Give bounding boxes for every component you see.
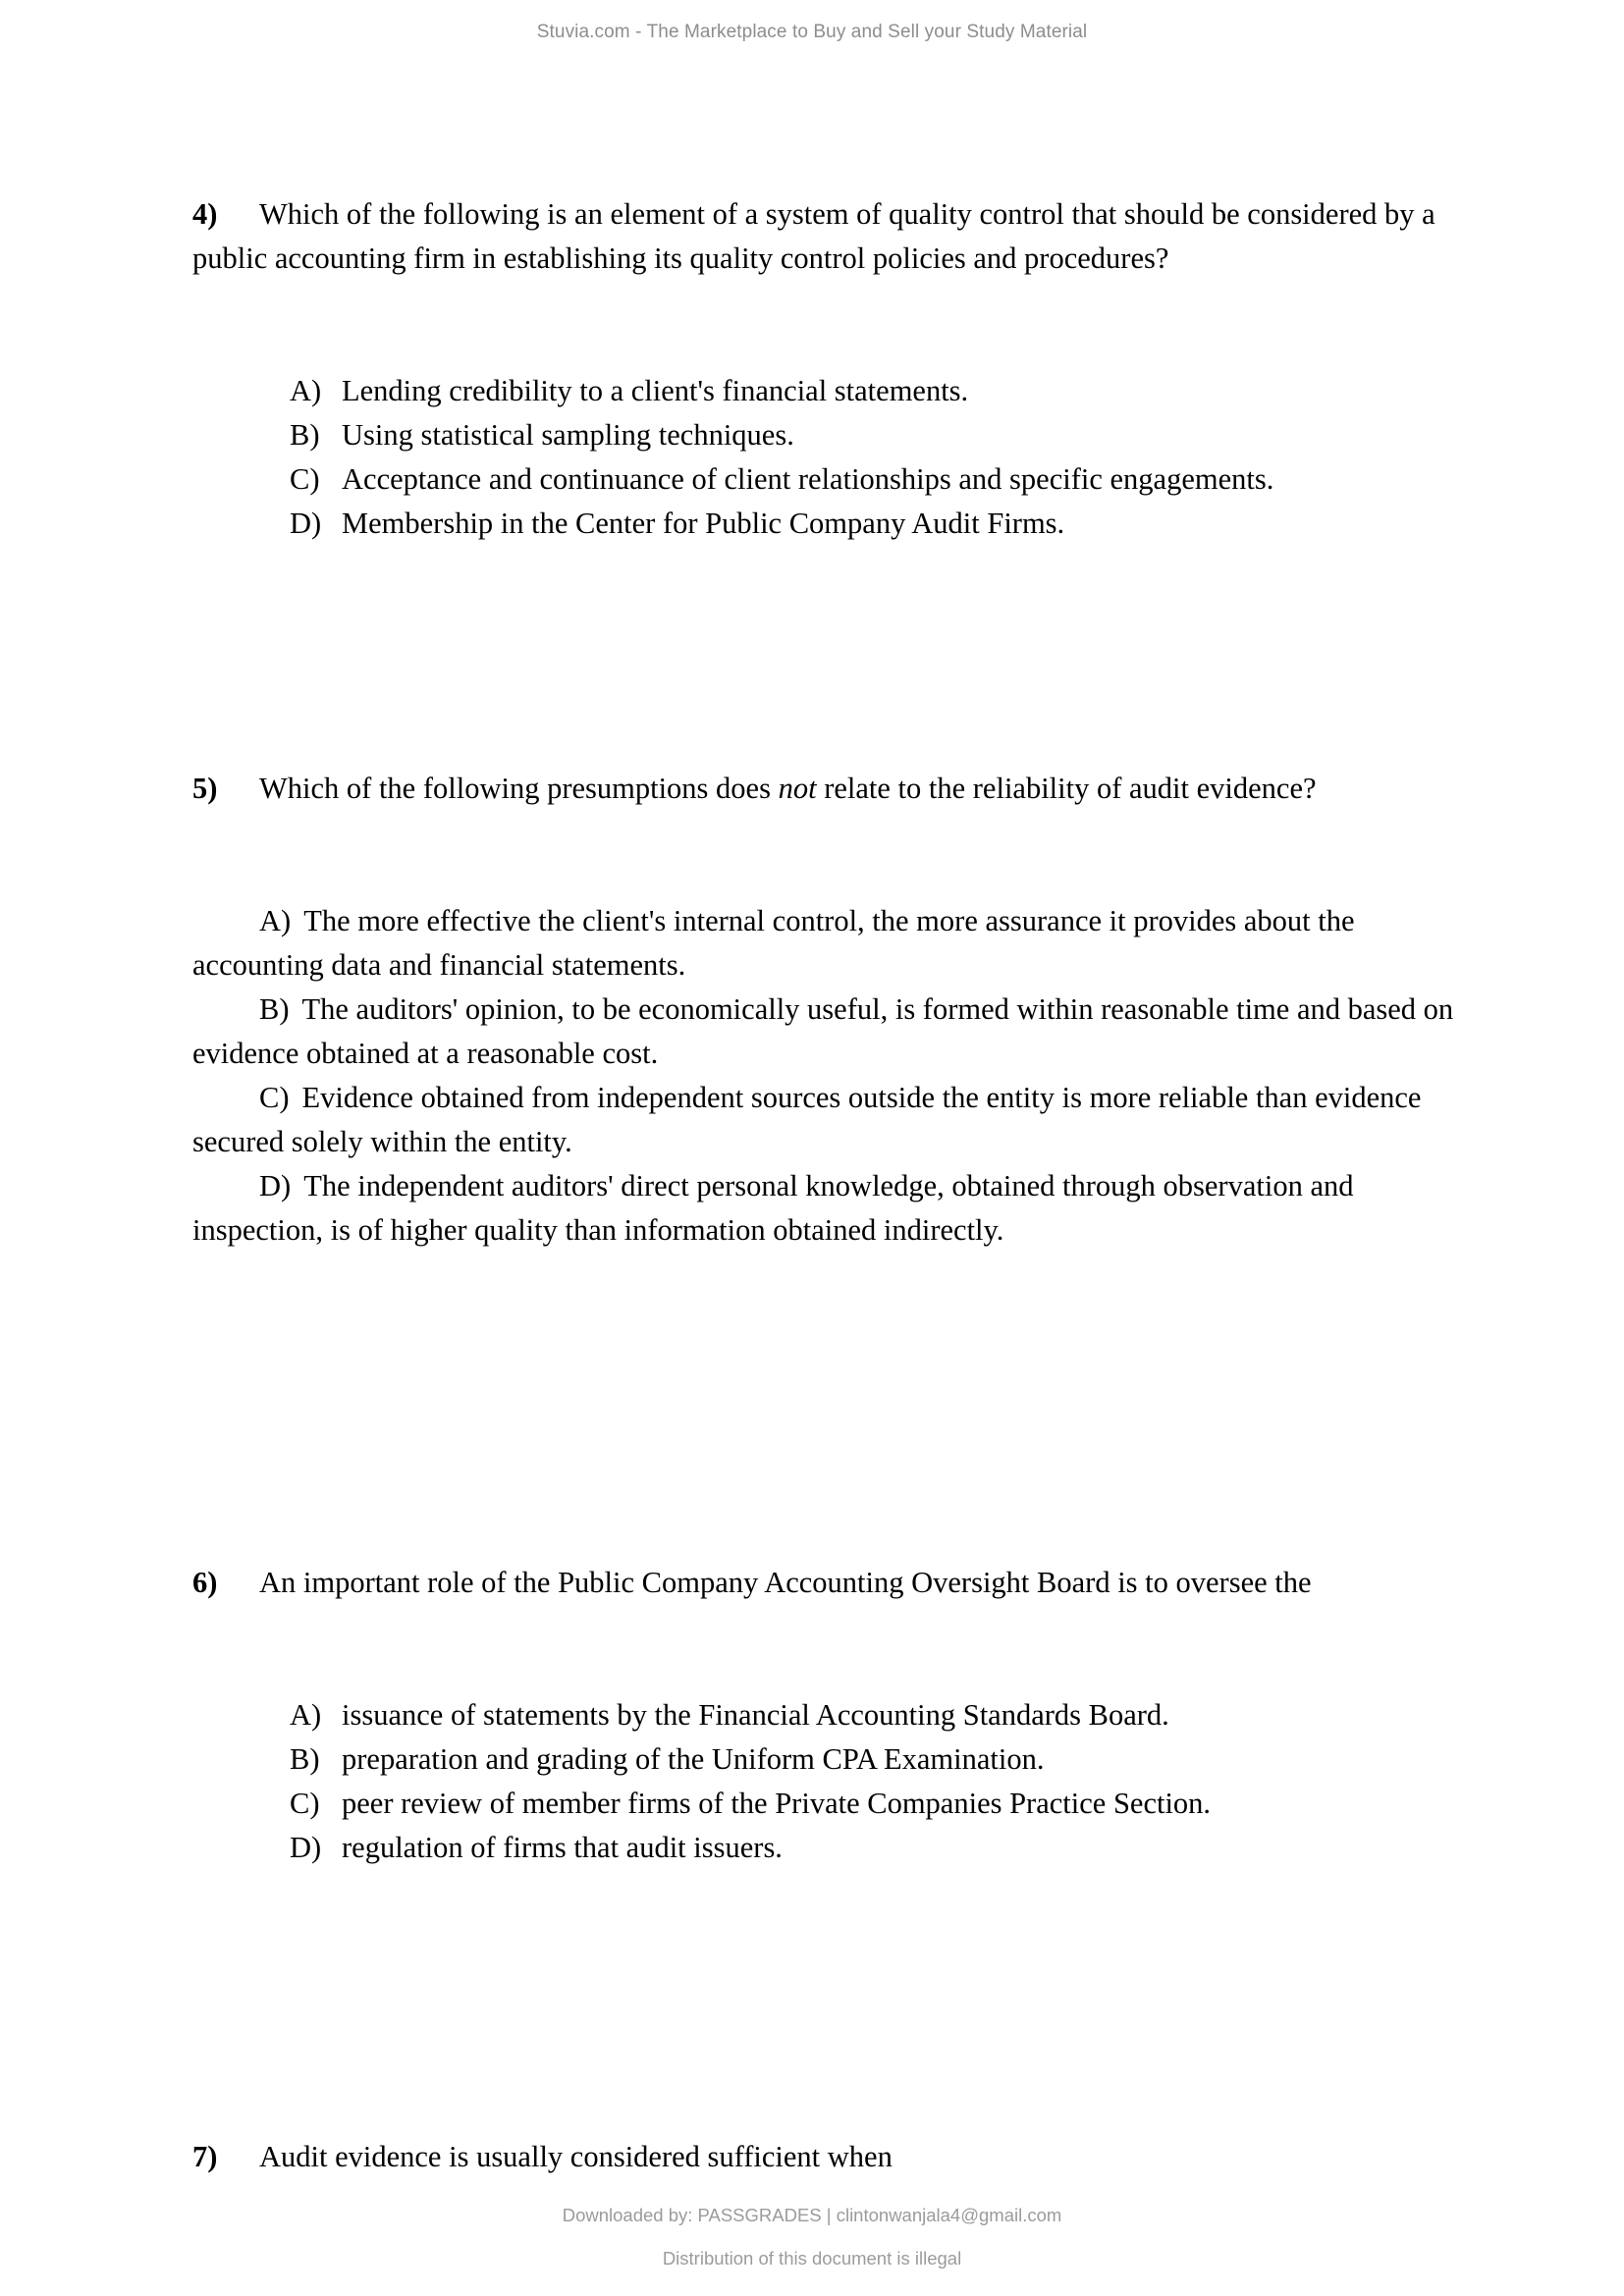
question-block-7: [192, 2135, 1479, 2179]
option-text: issuance of statements by the Financial Accounting Standards Board.: [342, 1698, 1169, 1732]
footer-distribution-notice: Distribution of this document is illegal: [662, 2248, 962, 2269]
option-text: regulation of firms that audit issuers.: [342, 1831, 783, 1864]
question-4-options: [192, 369, 1479, 546]
spacer: [192, 1253, 1479, 1429]
spacer: [192, 281, 1479, 369]
option-text: Using statistical sampling techniques.: [342, 418, 794, 452]
option-item[interactable]: [192, 899, 1479, 988]
spacer: [192, 1429, 1479, 1561]
question-7-text: Audit evidence is usually considered sufficient when: [259, 2140, 893, 2173]
question-7-number: 7): [192, 2140, 218, 2173]
running-header: Stuvia.com - The Marketplace to Buy and Sell your Study Material: [536, 22, 1088, 42]
question-7-stem: [192, 2135, 1479, 2179]
question-5-text-emphasis: not: [778, 772, 817, 805]
option-text: The auditors' opinion, to be economically useful, is formed within reasonable time and based on evidence obtained at a reasonable cost.: [192, 992, 1454, 1070]
question-5-stem: [192, 767, 1479, 811]
option-item[interactable]: [290, 1693, 1479, 1737]
question-6-stem: [192, 1561, 1479, 1605]
option-letter: D): [290, 1831, 322, 1864]
question-4-number: 4): [192, 197, 218, 231]
option-item[interactable]: [290, 1782, 1479, 1826]
question-5-text-before: Which of the following presumptions does: [259, 772, 779, 805]
option-letter: D): [259, 1169, 292, 1202]
option-letter: B): [290, 418, 320, 452]
spacer: [192, 1605, 1479, 1693]
question-4-stem: [192, 192, 1479, 281]
question-5-options: [192, 899, 1479, 1253]
option-letter: B): [290, 1742, 320, 1776]
option-letter: C): [290, 1787, 320, 1820]
question-5-text-after: relate to the reliability of audit evidence?: [816, 772, 1317, 805]
document-body: [192, 192, 1479, 2179]
option-item[interactable]: [290, 369, 1479, 413]
option-item[interactable]: [192, 988, 1479, 1076]
option-letter: A): [259, 904, 292, 937]
spacer: [192, 1870, 1479, 2047]
option-letter: B): [259, 992, 290, 1026]
option-text: Lending credibility to a client's financial statements.: [342, 374, 969, 407]
option-item[interactable]: [290, 457, 1479, 502]
footer-download-info: Downloaded by: PASSGRADES | clintonwanjala4@gmail.com: [562, 2205, 1062, 2225]
option-item[interactable]: [192, 1164, 1479, 1253]
question-6-text: An important role of the Public Company Accounting Oversight Board is to oversee the: [259, 1566, 1312, 1599]
option-text: The more effective the client's internal control, the more assurance it provides about the accounting data and financial statements.: [192, 904, 1355, 982]
option-text: Evidence obtained from independent sources outside the entity is more reliable than evidence secured solely within the entity.: [192, 1081, 1422, 1158]
option-item[interactable]: [290, 502, 1479, 546]
option-text: preparation and grading of the Uniform CPA Examination.: [342, 1742, 1045, 1776]
question-block-6: [192, 1561, 1479, 1605]
option-item[interactable]: [192, 1076, 1479, 1164]
option-letter: C): [259, 1081, 290, 1114]
question-6-options: [192, 1693, 1479, 1870]
option-letter: C): [290, 462, 320, 496]
option-text: Acceptance and continuance of client relationships and specific engagements.: [342, 462, 1274, 496]
question-block-5: [192, 767, 1479, 811]
spacer: [192, 722, 1479, 767]
option-text: peer review of member firms of the Private Companies Practice Section.: [342, 1787, 1212, 1820]
option-letter: D): [290, 507, 322, 540]
option-text: Membership in the Center for Public Company Audit Firms.: [342, 507, 1065, 540]
spacer: [192, 811, 1479, 899]
option-item[interactable]: [290, 1826, 1479, 1870]
option-letter: A): [290, 1698, 322, 1732]
option-item[interactable]: [290, 1737, 1479, 1782]
spacer: [192, 546, 1479, 722]
question-6-number: 6): [192, 1566, 218, 1599]
option-text: The independent auditors' direct personal knowledge, obtained through observation and inspection, is of higher quality than information obtained indirectly.: [192, 1169, 1354, 1247]
option-letter: A): [290, 374, 322, 407]
question-4-text: Which of the following is an element of a system of quality control that should be considered by a public accounting firm in establishing its quality control policies and procedures?: [192, 197, 1435, 275]
spacer: [192, 2047, 1479, 2135]
question-block-4: [192, 192, 1479, 281]
question-5-number: 5): [192, 772, 218, 805]
option-item[interactable]: [290, 413, 1479, 457]
